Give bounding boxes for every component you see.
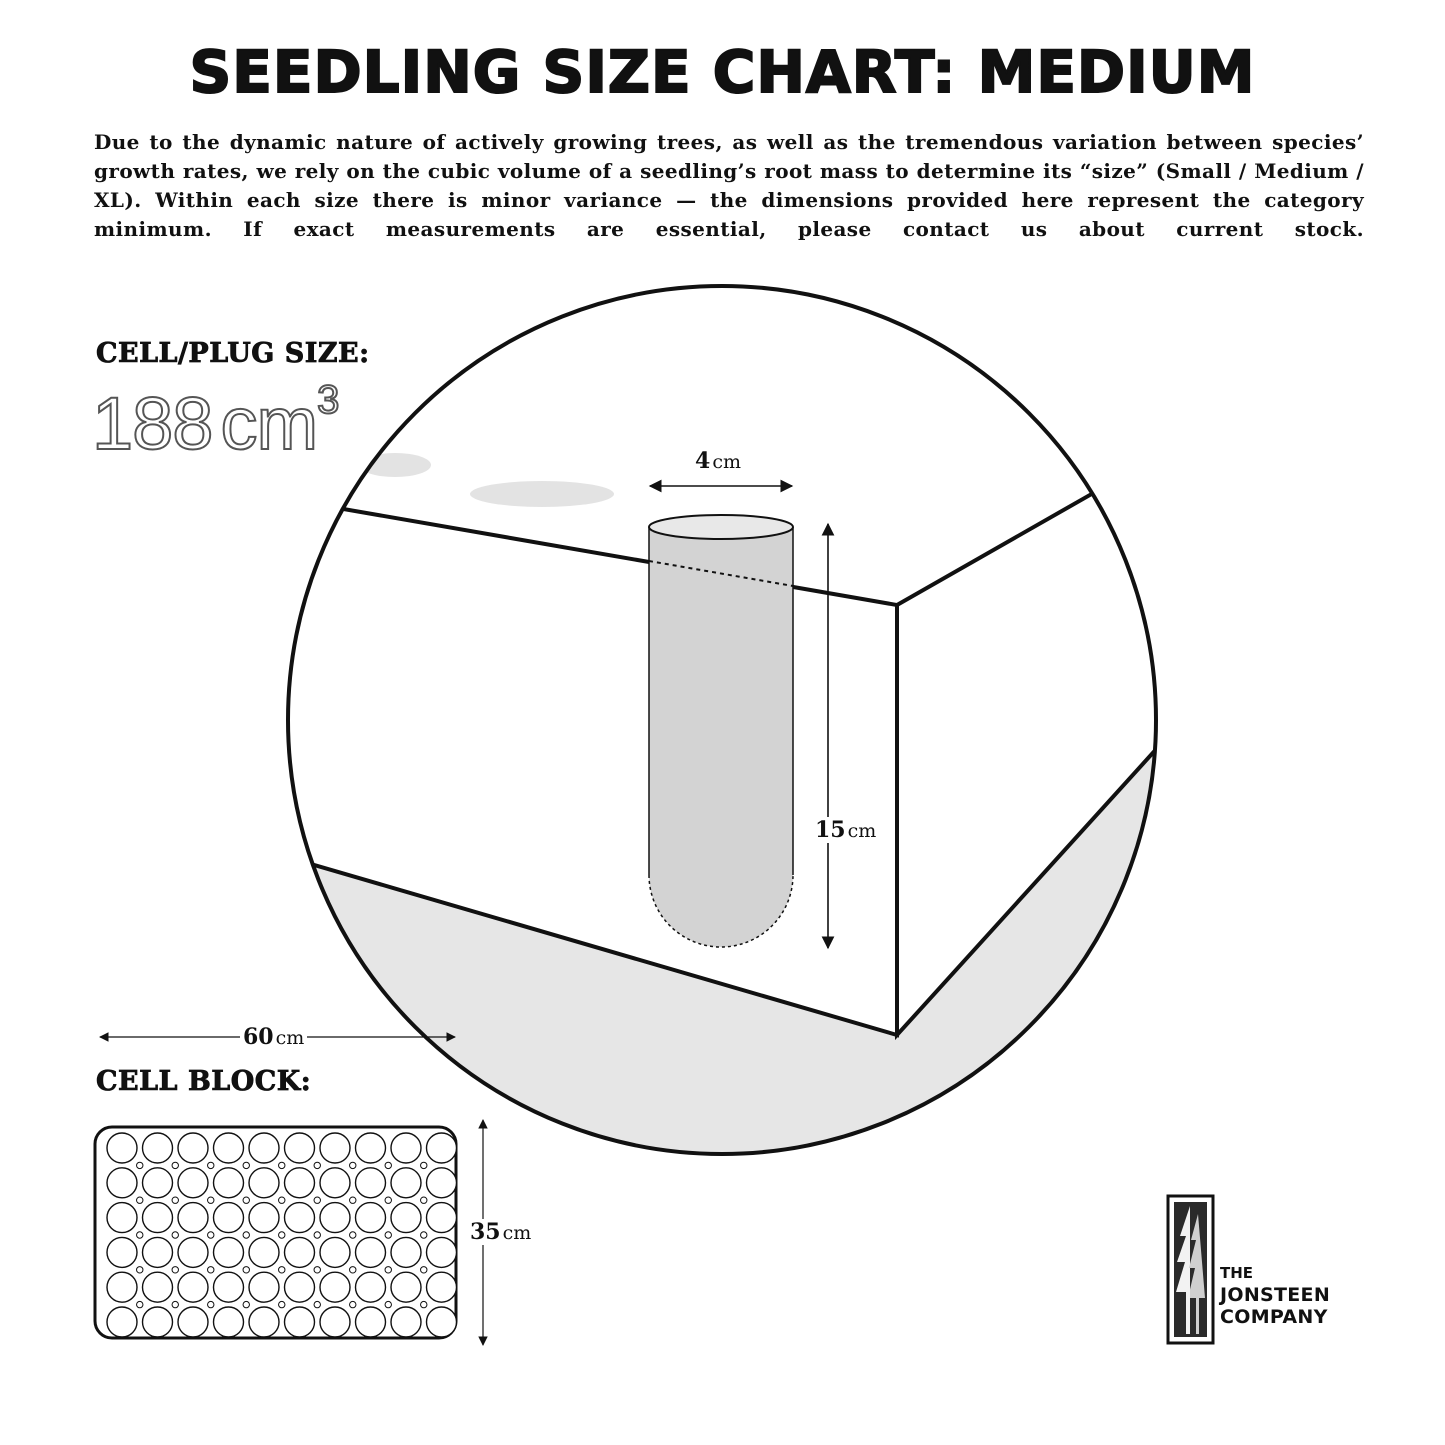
block-cell (214, 1272, 244, 1302)
block-cell (143, 1133, 173, 1163)
block-drain-hole (385, 1267, 391, 1273)
company-name (1220, 1262, 1330, 1328)
block-cell (427, 1307, 457, 1337)
cell-height-unit: cm (847, 820, 877, 842)
block-cell (356, 1272, 386, 1302)
block-cell (427, 1237, 457, 1267)
plug-volume-exponent: 3 (317, 378, 339, 422)
block-cell (285, 1133, 315, 1163)
block-drain-hole (421, 1301, 427, 1307)
company-name-line-2: JONSTEEN (1220, 1284, 1331, 1306)
block-drain-hole (137, 1267, 143, 1273)
block-cell (285, 1237, 315, 1267)
block-cell (285, 1272, 315, 1302)
block-drain-hole (208, 1301, 214, 1307)
block-cell (249, 1237, 279, 1267)
block-cell (356, 1203, 386, 1233)
block-cell (107, 1272, 137, 1302)
page-title: SEEDLING SIZE CHART: MEDIUM (189, 38, 1256, 106)
block-drain-hole (279, 1232, 285, 1238)
cell-block-heading: CELL BLOCK: (96, 1066, 312, 1097)
block-cell (214, 1133, 244, 1163)
block-drain-hole (208, 1232, 214, 1238)
block-cell (391, 1133, 421, 1163)
block-height-label (467, 1219, 534, 1245)
block-cell (320, 1203, 350, 1233)
block-cell (178, 1237, 208, 1267)
block-drain-hole (350, 1197, 356, 1203)
block-drain-hole (421, 1232, 427, 1238)
block-width-value: 60 (243, 1024, 274, 1050)
block-cell (107, 1237, 137, 1267)
block-drain-hole (279, 1197, 285, 1203)
block-drain-hole (421, 1197, 427, 1203)
block-cell (107, 1203, 137, 1233)
cell-height-value: 15 (815, 817, 846, 843)
block-drain-hole (279, 1301, 285, 1307)
cell-height-label (812, 817, 879, 843)
block-cell (427, 1168, 457, 1198)
block-cell (249, 1203, 279, 1233)
block-cell (320, 1237, 350, 1267)
company-logo-mark (1168, 1196, 1213, 1343)
block-cell (107, 1133, 137, 1163)
block-drain-hole (208, 1267, 214, 1273)
block-drain-hole (137, 1197, 143, 1203)
block-drain-hole (243, 1197, 249, 1203)
block-drain-hole (172, 1162, 178, 1168)
block-cell (143, 1272, 173, 1302)
block-cell (427, 1272, 457, 1302)
block-width-unit: cm (275, 1027, 305, 1049)
block-drain-hole (350, 1301, 356, 1307)
cell-diameter-value: 4 (695, 448, 711, 474)
plug-size-heading: CELL/PLUG SIZE: (96, 338, 370, 369)
block-drain-hole (385, 1197, 391, 1203)
block-drain-hole (350, 1267, 356, 1273)
block-cell (320, 1307, 350, 1337)
block-drain-hole (172, 1232, 178, 1238)
cell-diameter-label (692, 448, 744, 474)
company-name-line-3: COMPANY (1220, 1306, 1328, 1328)
block-cell (178, 1272, 208, 1302)
block-cell (391, 1272, 421, 1302)
block-cell (249, 1307, 279, 1337)
block-cell (249, 1168, 279, 1198)
block-cell (214, 1237, 244, 1267)
block-drain-hole (350, 1232, 356, 1238)
block-cell (143, 1237, 173, 1267)
block-cell (391, 1203, 421, 1233)
neighbour-cell-opening (470, 481, 614, 507)
cell-diameter-unit: cm (712, 451, 741, 473)
block-cell (285, 1168, 315, 1198)
block-cell (178, 1133, 208, 1163)
block-cell (249, 1133, 279, 1163)
block-drain-hole (279, 1267, 285, 1273)
block-cell (214, 1307, 244, 1337)
block-drain-hole (385, 1232, 391, 1238)
block-cell (356, 1307, 386, 1337)
block-cell (356, 1133, 386, 1163)
block-width-label (240, 1024, 307, 1050)
block-cell (249, 1272, 279, 1302)
block-drain-hole (279, 1162, 285, 1168)
block-cell (391, 1237, 421, 1267)
block-drain-hole (243, 1162, 249, 1168)
block-drain-hole (172, 1301, 178, 1307)
block-drain-hole (314, 1232, 320, 1238)
block-cell (320, 1168, 350, 1198)
plug-volume-unit: cm (220, 382, 318, 465)
block-drain-hole (421, 1162, 427, 1168)
block-drain-hole (385, 1162, 391, 1168)
block-cell (214, 1168, 244, 1198)
block-cell (391, 1307, 421, 1337)
block-cell (143, 1203, 173, 1233)
block-drain-hole (208, 1162, 214, 1168)
block-cell (178, 1203, 208, 1233)
block-cell (356, 1237, 386, 1267)
block-cell (320, 1133, 350, 1163)
block-drain-hole (350, 1162, 356, 1168)
block-cell (391, 1168, 421, 1198)
block-drain-hole (314, 1197, 320, 1203)
block-cell (285, 1307, 315, 1337)
block-height-unit: cm (502, 1222, 532, 1244)
company-name-line-1: THE (1220, 1264, 1254, 1282)
block-drain-hole (137, 1301, 143, 1307)
block-drain-hole (243, 1301, 249, 1307)
cell-block-tray (95, 1127, 457, 1338)
block-cell (178, 1307, 208, 1337)
block-drain-hole (314, 1267, 320, 1273)
block-cell (214, 1203, 244, 1233)
block-cell (356, 1168, 386, 1198)
block-drain-hole (243, 1232, 249, 1238)
block-cell (107, 1168, 137, 1198)
block-drain-hole (314, 1162, 320, 1168)
block-cell (178, 1168, 208, 1198)
block-drain-hole (385, 1301, 391, 1307)
block-height-value: 35 (470, 1219, 501, 1245)
plug-volume-number: 188 (92, 382, 213, 465)
block-cell (427, 1203, 457, 1233)
block-drain-hole (314, 1301, 320, 1307)
block-drain-hole (243, 1267, 249, 1273)
block-drain-hole (172, 1267, 178, 1273)
plug-cylinder (649, 515, 793, 947)
block-drain-hole (172, 1197, 178, 1203)
block-drain-hole (137, 1232, 143, 1238)
block-drain-hole (208, 1197, 214, 1203)
block-cell (427, 1133, 457, 1163)
block-cell (143, 1168, 173, 1198)
block-cell (107, 1307, 137, 1337)
block-cell (285, 1203, 315, 1233)
block-cell (320, 1272, 350, 1302)
block-drain-hole (421, 1267, 427, 1273)
block-drain-hole (137, 1162, 143, 1168)
intro-paragraph: Due to the dynamic nature of actively growing trees, as well as the tremendous variation between species’ growth rates, we rely on the cubic volume of a seedling’s root mass to determine its “size” (Small / Medium / XL). Within each size there is minor variance — the dimensions provided here represent the category minimum. If exact measurements are essential, please contact us about current stock. (94, 130, 1364, 241)
block-cell (143, 1307, 173, 1337)
